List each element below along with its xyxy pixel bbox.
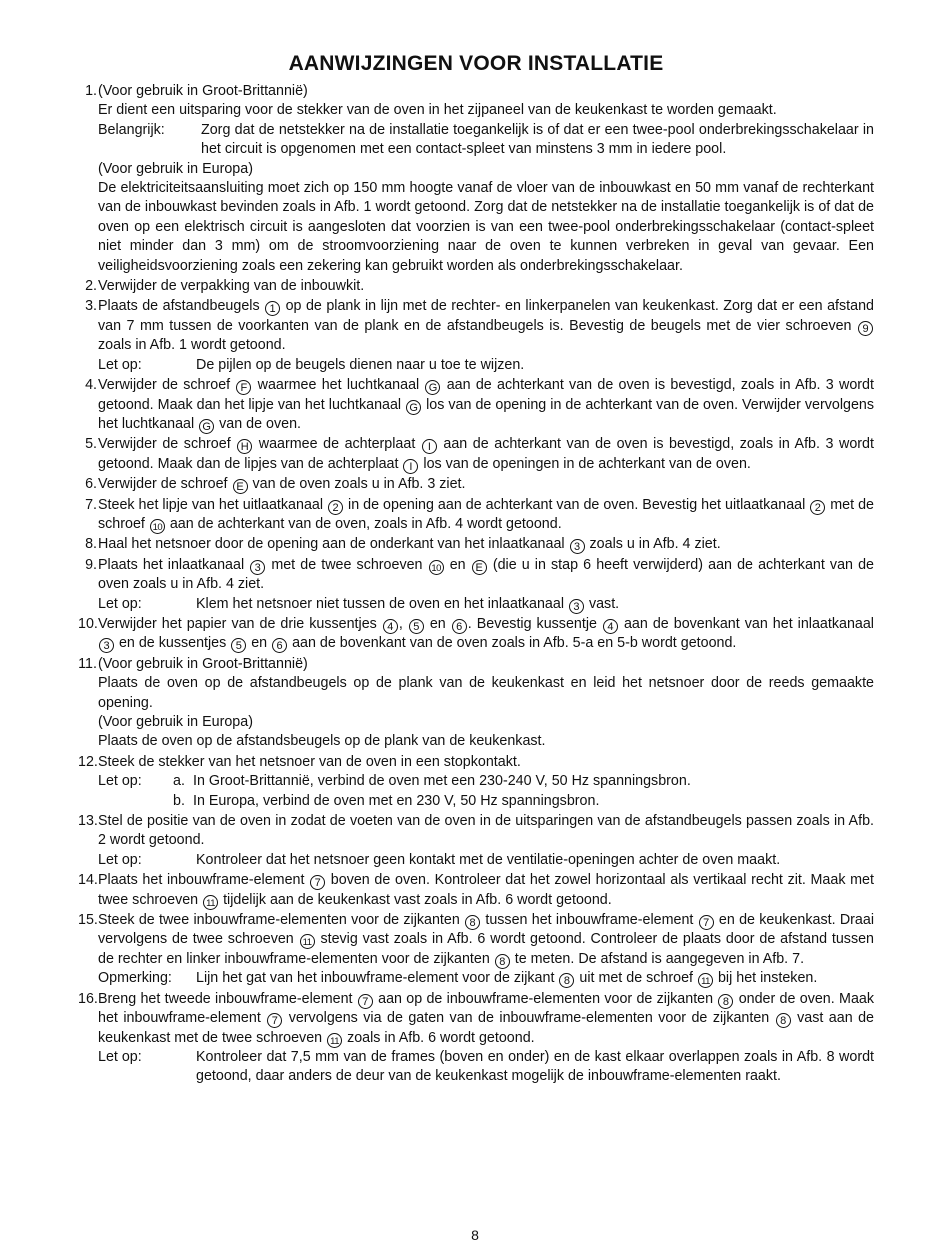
reference-marker: F — [236, 380, 251, 395]
reference-marker: 3 — [570, 539, 585, 554]
note-text: Lijn het gat van het inbouwframe-element voor de zijkant 8 uit met de schroef 11 bij het insteken. — [196, 970, 818, 988]
step-paragraph: Er dient een uitsparing voor de stekker van de oven in het zijpaneel van de keukenkast te worden gemaakt. — [98, 102, 777, 119]
step-paragraph: Steek de stekker van het netsnoer van de oven in een stopkontakt. — [98, 753, 521, 770]
instruction-step — [78, 475, 874, 494]
instruction-step — [78, 82, 874, 276]
instruction-step — [78, 297, 874, 375]
reference-marker: 10 — [150, 519, 165, 534]
note-text: Klem het netsnoer niet tussen de oven en het inlaatkanaal 3 vast. — [196, 595, 620, 613]
reference-marker: 10 — [429, 560, 444, 575]
instruction-step — [78, 556, 874, 614]
reference-marker: 4 — [603, 619, 618, 634]
reference-marker: I — [422, 439, 437, 454]
step-paragraph: Steek het lipje van het uitlaatkanaal 2 in de opening aan de achterkant van de oven. Bevestig het uitlaatkanaal 2 met de schroef 10 aan de achterkant van de oven, zoals in Afb. 4 wordt getoond. — [98, 496, 875, 533]
reference-marker: G — [425, 380, 440, 395]
reference-marker: 11 — [203, 895, 218, 910]
step-number: 15. — [78, 912, 98, 929]
note-text — [173, 772, 874, 811]
step-paragraph: (Voor gebruik in Europa) — [98, 160, 253, 177]
note-subitem — [173, 772, 874, 791]
step-body — [97, 812, 874, 870]
step-body — [97, 655, 874, 752]
subitem-text: In Groot-Brittannië, verbind de oven met een 230-240 V, 50 Hz spanningsbron. — [193, 773, 691, 790]
reference-marker: 9 — [858, 321, 873, 336]
step-number: 13. — [78, 813, 98, 830]
subitem-letter: b. — [173, 792, 185, 809]
step-paragraph: (Voor gebruik in Groot-Brittannië) — [98, 83, 308, 99]
reference-marker: 8 — [465, 915, 480, 930]
instruction-step — [78, 812, 874, 870]
note-label: Let op: — [98, 1048, 142, 1065]
step-number: 10. — [78, 615, 98, 632]
step-note — [98, 595, 874, 614]
reference-marker: 3 — [569, 599, 584, 614]
reference-marker: 8 — [776, 1013, 791, 1028]
reference-marker: 7 — [699, 915, 714, 930]
step-paragraph: Verwijder het papier van de drie kussentjes 4 , 5 en 6 . Bevestig kussentje 4 aan de bovenkant van het inlaatkanaal 3 en de kussentjes 5 en 6 aan de bovenkant van de oven zoals in Afb. 5-a en 5-b wordt getoond. — [98, 615, 874, 653]
step-paragraph: Plaats het inlaatkanaal 3 met de twee schroeven 10 en E (die u in stap 6 heeft verwijderd) aan de achterkant van de oven zoals u in Afb. 4 ziet. — [98, 556, 874, 593]
instruction-list — [78, 82, 874, 1087]
step-body — [97, 990, 874, 1087]
instruction-step — [78, 376, 874, 434]
step-paragraph: Steek de twee inbouwframe-elementen voor de zijkanten 8 tussen het inbouwframe-element 7 en de keukenkast. Draai vervolgens de twee schroeven 11 stevig vast zoals in Afb. 6 wordt getoond. Controleer de plaats door de afstand tussen de rechter en linker inbouwframe-elementen voor de zijkanten 8 te meten. De afstand is aangegeven in Afb. 7. — [98, 912, 874, 968]
note-label: Opmerking: — [98, 970, 172, 987]
step-body — [97, 297, 874, 375]
step-number: 9. — [85, 556, 97, 573]
instruction-step — [78, 277, 874, 296]
step-number: 12. — [78, 753, 98, 770]
step-body — [97, 496, 874, 535]
reference-marker: 1 — [265, 301, 280, 316]
note-label: Let op: — [98, 773, 142, 790]
reference-marker: 4 — [383, 619, 398, 634]
reference-marker: H — [237, 439, 252, 454]
reference-marker: 5 — [231, 638, 246, 653]
note-label: Let op: — [98, 851, 142, 868]
step-paragraph: Plaats de afstandbeugels 1 op de plank in lijn met de rechter- en linkerpanelen van keukenkast. Zorg dat er een afstand van 7 mm tussen de voorkanten van de plank en de afstandbeugels is. Bevestig de beugels met de vier schroeven 9 zoals in Afb. 1 wordt getoond. — [98, 298, 874, 354]
instruction-step — [78, 615, 874, 654]
reference-marker: 2 — [810, 500, 825, 515]
instruction-step — [78, 753, 874, 811]
reference-marker: 7 — [310, 875, 325, 890]
step-paragraph: De elektriciteitsaansluiting moet zich op 150 mm hoogte vanaf de vloer van de inbouwkast en 50 mm vanaf de rechterkant van de inbouwkast bevinden zoals in Afb. 1 wordt getoond. Zorg dat de netstekker na de installatie toegankelijk is of dat de oven op een elektrisch circuit is aangesloten dat voorzien is van een twee-pool onderbrekingsschakelaar (contact-spleet niet minder dan 3 mm) om de stroomvoorziening naar de oven te kunnen verbreken in geval van gevaar. Een veiligheidsvoorziening zoals een zekering kan gebruikt worden als onderbrekingsschakelaar. — [98, 180, 874, 274]
step-paragraph: Plaats de oven op de afstandbeugels op de plank van de keukenkast en leid het netsnoer door de reeds gemaakte opening. — [98, 675, 874, 711]
reference-marker: 3 — [99, 638, 114, 653]
step-number: 4. — [85, 377, 97, 394]
reference-marker: 7 — [358, 994, 373, 1009]
note-text: Zorg dat de netstekker na de installatie toegankelijk is of dat er een twee-pool onderbrekingsschakelaar in het circuit is opgenomen met een contact-spleet van minstens 3 mm in iedere pool. — [201, 121, 874, 158]
step-note — [98, 772, 874, 811]
reference-marker: 11 — [327, 1033, 342, 1048]
step-number: 1. — [85, 83, 97, 99]
step-paragraph: Verwijder de schroef E van de oven zoals u in Afb. 3 ziet. — [98, 476, 466, 494]
note-label: Let op: — [98, 356, 142, 373]
step-note — [98, 356, 874, 375]
step-number: 2. — [85, 278, 97, 295]
reference-marker: 6 — [272, 638, 287, 653]
reference-marker: 8 — [718, 994, 733, 1009]
instruction-step — [78, 911, 874, 989]
note-label: Let op: — [98, 595, 142, 612]
reference-marker: 8 — [495, 954, 510, 969]
step-number: 14. — [78, 872, 98, 889]
step-number: 16. — [78, 990, 98, 1007]
subitem-letter: a. — [173, 773, 185, 790]
reference-marker: 8 — [559, 973, 574, 988]
note-text: Kontroleer dat het netsnoer geen kontakt met de ventilatie-openingen achter de oven maakt. — [196, 851, 781, 868]
reference-marker: E — [472, 560, 487, 575]
step-body — [97, 82, 874, 276]
reference-marker: G — [199, 419, 214, 434]
step-body — [97, 435, 874, 474]
step-number: 11. — [78, 655, 97, 672]
step-note — [98, 851, 874, 870]
instruction-page — [78, 52, 874, 1087]
reference-marker: 2 — [328, 500, 343, 515]
note-subitem — [173, 792, 874, 811]
instruction-step — [78, 871, 874, 910]
step-body — [97, 911, 874, 989]
reference-marker: 6 — [452, 619, 467, 634]
step-body — [97, 615, 874, 654]
step-body — [97, 535, 874, 554]
step-paragraph: Verwijder de schroef H waarmee de achterplaat I aan de achterkant van de oven is bevestigd, zoals in Afb. 3 wordt getoond. Maak dan de lipjes van de achterplaat I los van de openingen in de achterkant van de oven. — [98, 436, 874, 473]
reference-marker: 7 — [267, 1013, 282, 1028]
step-paragraph: Verwijder de schroef F waarmee het luchtkanaal G aan de achterkant van de oven is bevestigd, zoals in Afb. 3 wordt getoond. Maak dan het lipje van het luchtkanaal G los van de opening in de achterkant van de oven. Verwijder vervolgens het luchtkanaal G van de oven. — [98, 377, 874, 433]
step-paragraph: Verwijder de verpakking van de inbouwkit. — [98, 278, 365, 295]
subitem-text: In Europa, verbind de oven met en 230 V, 50 Hz spanningsbron. — [193, 792, 600, 809]
step-number: 8. — [85, 536, 97, 553]
instruction-step — [78, 655, 874, 752]
reference-marker: 11 — [300, 934, 315, 949]
step-body — [97, 556, 874, 614]
reference-marker: 11 — [698, 973, 713, 988]
step-body — [97, 475, 874, 494]
step-number: 7. — [85, 496, 97, 513]
step-number: 3. — [85, 298, 97, 315]
step-paragraph: (Voor gebruik in Europa) — [98, 714, 253, 730]
step-note — [98, 969, 874, 988]
note-text: Kontroleer dat 7,5 mm van de frames (boven en onder) en de kast elkaar overlappen zoals in Afb. 8 wordt getoond, daar anders de deur van de keukenkast mogelijk de inbouwframe-elementen raakt. — [196, 1048, 874, 1085]
step-paragraph: Breng het tweede inbouwframe-element 7 aan op de inbouwframe-elementen voor de zijkanten 8 onder de oven. Maak het inbouwframe-element 7 vervolgens via de gaten van de inbouwframe-elementen voor de zijkanten 8 vast aan de keukenkast met de twee schroeven 11 zoals in Afb. 6 wordt getoond. — [98, 990, 875, 1047]
step-body — [97, 871, 874, 910]
reference-marker: I — [403, 459, 418, 474]
note-text: De pijlen op de beugels dienen naar u toe te wijzen. — [196, 356, 525, 373]
step-number: 5. — [85, 436, 97, 453]
step-body — [97, 277, 874, 296]
instruction-step — [78, 990, 874, 1087]
step-note — [98, 1048, 874, 1087]
instruction-step — [78, 535, 874, 554]
reference-marker: G — [406, 400, 421, 415]
reference-marker: 5 — [409, 619, 424, 634]
step-paragraph: Stel de positie van de oven in zodat de voeten van de oven in de uitsparingen van de afstandbeugels passen zoals in Afb. 2 wordt getoond. — [98, 813, 874, 849]
step-number: 6. — [85, 476, 97, 493]
step-paragraph: Plaats het inbouwframe-element 7 boven de oven. Kontroleer dat het zowel horizontaal als vertikaal recht zit. Maak met twee schroeven 11 tijdelijk aan de keukenkast vast zoals in Afb. 6 wordt getoond. — [98, 872, 874, 909]
step-paragraph: (Voor gebruik in Groot-Brittannië) — [98, 655, 308, 672]
step-body — [97, 376, 874, 434]
step-paragraph: Haal het netsnoer door de opening aan de onderkant van het inlaatkanaal 3 zoals u in Afb. 4 ziet. — [98, 536, 721, 554]
instruction-step — [78, 496, 874, 535]
step-note — [98, 121, 874, 160]
step-paragraph: Plaats de oven op de afstandsbeugels op de plank van de keukenkast. — [98, 733, 546, 750]
page-title: AANWIJZINGEN VOOR INSTALLATIE — [288, 52, 664, 75]
step-body — [97, 753, 874, 811]
reference-marker: 3 — [250, 560, 265, 575]
page-number: 8 — [471, 1227, 479, 1243]
note-label: Belangrijk: — [98, 121, 165, 138]
reference-marker: E — [233, 479, 248, 494]
instruction-step — [78, 435, 874, 474]
